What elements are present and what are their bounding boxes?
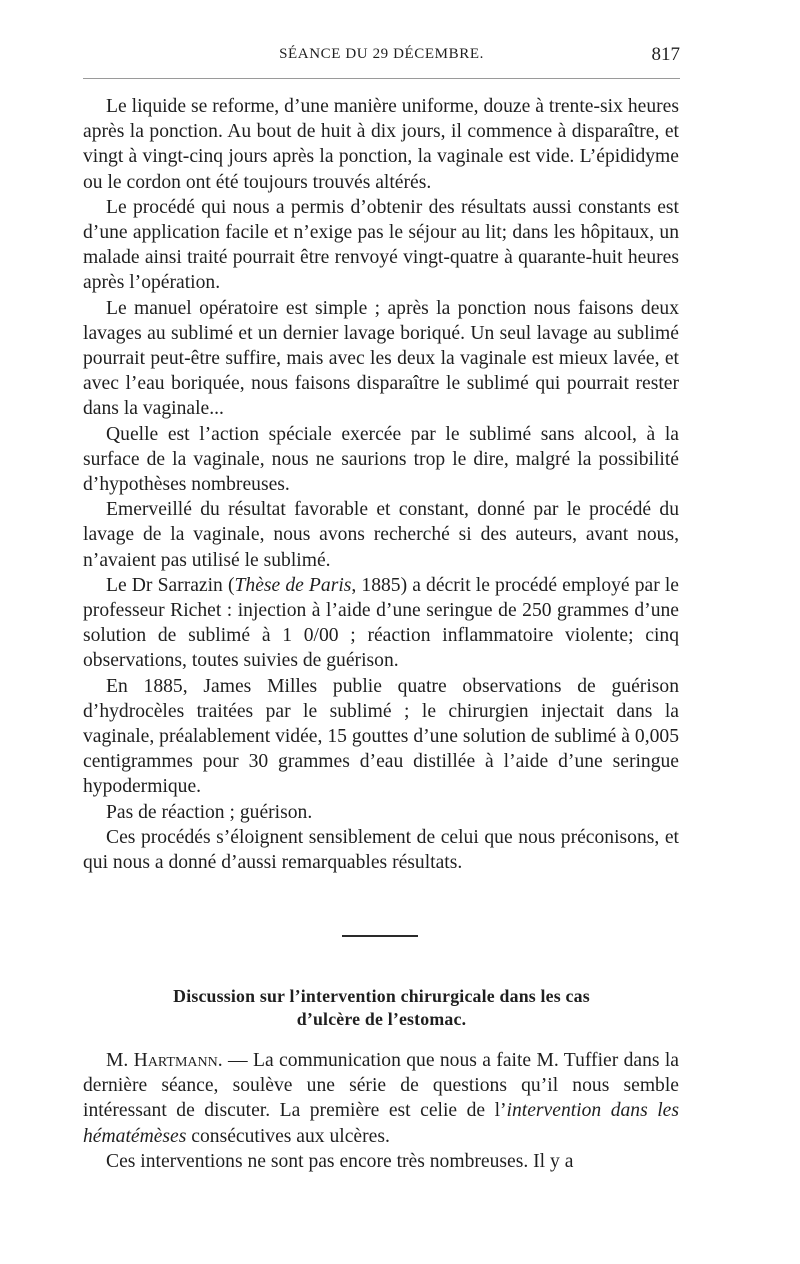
section-separator (342, 935, 418, 937)
section-heading (83, 985, 680, 1031)
paragraph: Pas de réaction ; guérison. (106, 801, 313, 823)
paragraph: Le procédé qui nous a permis d’obtenir des résultats aussi constants est d’une application facile et n’exige pas le séjour au lit; dans les hôpitaux, un malade ainsi traité pourrait être renvoyé vingt-quatre à quarante-huit heures après l’opération. (83, 196, 679, 294)
article-body (83, 94, 679, 875)
paragraph: Le liquide se reforme, d’une manière uniforme, douze à trente-six heures après la ponction. Au bout de huit à dix jours, il commence à disparaître, et vingt à vingt-cinq jours après la ponction, la vaginale est vide. L’épididyme ou le cordon ont été toujours trouvés altérés. (83, 96, 679, 193)
header-rule (83, 78, 680, 79)
page-number: 817 (651, 44, 680, 65)
hartmann-emphasis: intervention dans les hématémèses (83, 1100, 679, 1147)
paragraph: Le manuel opératoire est simple ; après la ponction nous faisons deux lavages au sublimé et un dernier lavage boriqué. Un seul lavage au sublimé pourrait peut-être suffire, mais avec les deux la vaginale est mieux lavée, et avec l’eau boriquée, nous faisons disparaître le sublimé qui pourrait rester dans la vaginale... (83, 297, 679, 420)
paragraph-sarrazin (83, 573, 679, 674)
paragraph: En 1885, James Milles publie quatre observations de guérison d’hydrocèles traitées par le sublimé ; le chirurgien injectait dans la vaginale, préalablement vidée, 15 gouttes d’une solution de sublimé à 0,005 centigrammes pour 30 grammes d’eau distillée à l’aide d’une seringue hypodermique. (83, 675, 679, 798)
section-heading-line-2: d’ulcère de l’estomac. (296, 1009, 467, 1029)
paragraph-hartmann (83, 1048, 679, 1149)
paragraph: Emerveillé du résultat favorable et constant, donné par le procédé du lavage de la vaginale, nous avons recherché si des auteurs, avant nous, n’avaient pas utilisé le sublimé. (83, 499, 679, 571)
running-title: SÉANCE DU 29 DÉCEMBRE. (279, 46, 484, 62)
running-head (83, 46, 680, 72)
paragraph: Ces interventions ne sont pas encore très nombreuses. Il y a (106, 1150, 574, 1172)
sarrazin-text-b: , 1885) a décrit le procédé employé par le professeur Richet : injection à l’aide d’une seringue de 250 grammes d’une solution de sublimé à 1 0/00 ; réaction inflammatoire violente; cinq observations, toutes suivies de guérison. (83, 574, 680, 672)
paragraph: Ces procédés s’éloignent sensiblement de celui que nous préconisons, et qui nous a donné d’aussi remarquables résultats. (83, 826, 679, 874)
hartmann-text-a: — La communication que nous a faite M. Tuffier dans la dernière séance, soulève une série de questions qu’il nous semble intéressant de discuter. La première est celie de l’ (83, 1050, 679, 1122)
paragraph: Quelle est l’action spéciale exercée par le sublimé sans alcool, à la surface de la vaginale, nous ne saurions trop le dire, malgré la possibilité d’hypothèses nombreuses. (83, 423, 679, 496)
sarrazin-citation: Thèse de Paris (234, 574, 352, 596)
speaker-name: M. Hartmann. (106, 1050, 223, 1071)
section-heading-line-1: Discussion sur l’intervention chirurgicale dans les cas (173, 986, 590, 1006)
hartmann-text-b: consécutives aux ulcères. (186, 1125, 390, 1147)
discussion-body (83, 1048, 679, 1174)
sarrazin-text-a: Le Dr Sarrazin ( (106, 574, 235, 596)
